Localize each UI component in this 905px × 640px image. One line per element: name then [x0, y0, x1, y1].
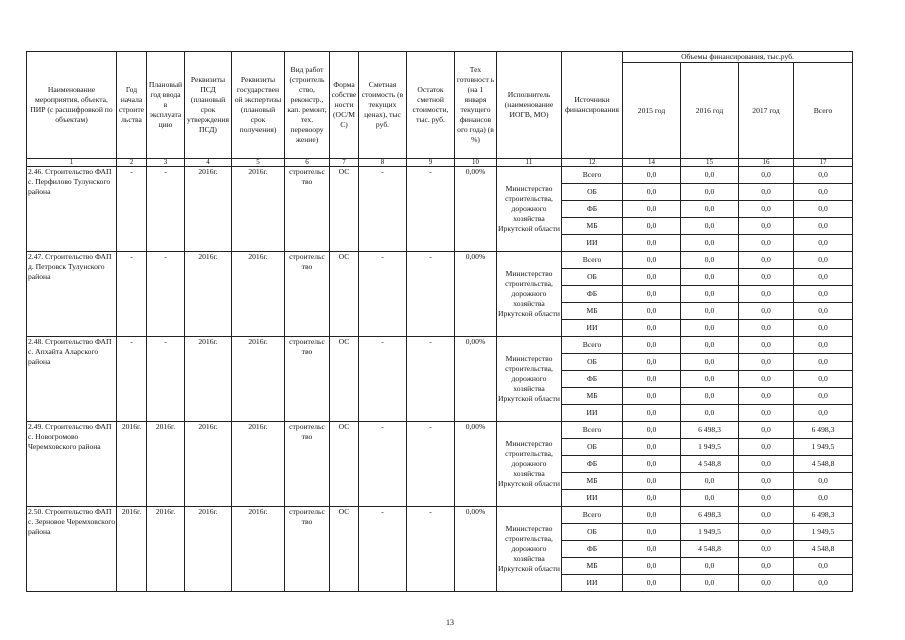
value-2016-cell: 0,0	[681, 269, 739, 286]
col-header-name: Наименование мероприятия, объекта, ПИР (с расшифровкой по объектам)	[27, 52, 117, 159]
value-2015-cell: 0,0	[623, 575, 681, 592]
value-total-cell: 0,0	[794, 473, 853, 490]
col-header-estimated-cost: Сметная стоимость (в текущих ценах), тыс руб.	[359, 52, 407, 159]
expertise-cell: 2016г.	[232, 252, 285, 337]
col-header-remaining-cost: Остаток сметной стоимости, тыс. руб.	[407, 52, 455, 159]
value-2015-cell: 0,0	[623, 422, 681, 439]
value-2016-cell: 0,0	[681, 337, 739, 354]
remaining-cost-cell: -	[407, 167, 455, 252]
value-total-cell: 0,0	[794, 575, 853, 592]
value-2017-cell: 0,0	[739, 286, 794, 303]
object-name-cell: 2.48. Строительство ФАП с. Апхайта Аларского района	[27, 337, 117, 422]
start-year-cell: 2016г.	[117, 507, 147, 592]
table-row	[27, 252, 853, 269]
value-total-cell: 0,0	[794, 218, 853, 235]
funding-source-cell: ФБ	[562, 286, 623, 303]
value-2017-cell: 0,0	[739, 490, 794, 507]
funding-source-cell: МБ	[562, 558, 623, 575]
financing-table	[26, 51, 853, 592]
start-year-cell: -	[117, 337, 147, 422]
commission-year-cell: -	[147, 252, 185, 337]
value-2016-cell: 0,0	[681, 354, 739, 371]
value-total-cell: 0,0	[794, 490, 853, 507]
value-total-cell: 4 548,8	[794, 541, 853, 558]
value-2015-cell: 0,0	[623, 507, 681, 524]
work-type-cell: строительс тво	[285, 252, 330, 337]
ownership-cell: ОС	[330, 507, 359, 592]
value-2015-cell: 0,0	[623, 558, 681, 575]
table-row	[27, 422, 853, 439]
commission-year-cell: -	[147, 337, 185, 422]
funding-source-cell: ИИ	[562, 575, 623, 592]
value-2015-cell: 0,0	[623, 167, 681, 184]
value-2016-cell: 0,0	[681, 558, 739, 575]
value-2015-cell: 0,0	[623, 286, 681, 303]
value-2015-cell: 0,0	[623, 201, 681, 218]
value-total-cell: 0,0	[794, 184, 853, 201]
executor-cell: Министерство строительства, дорожного хозяйства Иркутской области	[497, 422, 562, 507]
value-2016-cell: 0,0	[681, 167, 739, 184]
value-2016-cell: 0,0	[681, 320, 739, 337]
value-total-cell: 0,0	[794, 405, 853, 422]
value-2016-cell: 6 498,3	[681, 422, 739, 439]
funding-source-cell: ИИ	[562, 490, 623, 507]
value-2016-cell: 1 949,5	[681, 439, 739, 456]
col-number: 6	[285, 159, 330, 167]
value-total-cell: 0,0	[794, 388, 853, 405]
funding-source-cell: ОБ	[562, 524, 623, 541]
col-number: 16	[739, 159, 794, 167]
value-2017-cell: 0,0	[739, 456, 794, 473]
work-type-cell: строительс тво	[285, 422, 330, 507]
funding-source-cell: ОБ	[562, 354, 623, 371]
value-total-cell: 0,0	[794, 269, 853, 286]
value-2017-cell: 0,0	[739, 388, 794, 405]
remaining-cost-cell: -	[407, 507, 455, 592]
value-2015-cell: 0,0	[623, 303, 681, 320]
value-2017-cell: 0,0	[739, 184, 794, 201]
value-2015-cell: 0,0	[623, 456, 681, 473]
value-2017-cell: 0,0	[739, 473, 794, 490]
expertise-cell: 2016г.	[232, 422, 285, 507]
col-header-total: Всего	[794, 63, 853, 159]
start-year-cell: 2016г.	[117, 422, 147, 507]
col-number: 12	[562, 159, 623, 167]
value-2016-cell: 0,0	[681, 218, 739, 235]
value-total-cell: 1 949,5	[794, 439, 853, 456]
col-number: 17	[794, 159, 853, 167]
value-2016-cell: 0,0	[681, 388, 739, 405]
value-2017-cell: 0,0	[739, 422, 794, 439]
work-type-cell: строительс тво	[285, 337, 330, 422]
value-2016-cell: 0,0	[681, 371, 739, 388]
funding-source-cell: МБ	[562, 473, 623, 490]
col-header-year-2016: 2016 год	[681, 63, 739, 159]
value-2016-cell: 4 548,8	[681, 456, 739, 473]
funding-source-cell: ИИ	[562, 320, 623, 337]
col-number: 2	[117, 159, 147, 167]
value-2017-cell: 0,0	[739, 269, 794, 286]
value-2017-cell: 0,0	[739, 354, 794, 371]
readiness-cell: 0,00%	[455, 337, 497, 422]
value-2017-cell: 0,0	[739, 507, 794, 524]
col-number: 9	[407, 159, 455, 167]
value-2017-cell: 0,0	[739, 575, 794, 592]
value-2016-cell: 1 949,5	[681, 524, 739, 541]
value-2015-cell: 0,0	[623, 235, 681, 252]
value-2017-cell: 0,0	[739, 541, 794, 558]
expertise-cell: 2016г.	[232, 337, 285, 422]
executor-cell: Министерство строительства, дорожного хозяйства Иркутской области	[497, 337, 562, 422]
value-2016-cell: 0,0	[681, 405, 739, 422]
estimated-cost-cell: -	[359, 167, 407, 252]
funding-source-cell: Всего	[562, 252, 623, 269]
col-number: 8	[359, 159, 407, 167]
readiness-cell: 0,00%	[455, 252, 497, 337]
remaining-cost-cell: -	[407, 337, 455, 422]
funding-source-cell: Всего	[562, 337, 623, 354]
table-row	[27, 337, 853, 354]
value-2015-cell: 0,0	[623, 371, 681, 388]
value-2017-cell: 0,0	[739, 320, 794, 337]
col-number: 7	[330, 159, 359, 167]
commission-year-cell: 2016г.	[147, 422, 185, 507]
value-2016-cell: 0,0	[681, 252, 739, 269]
value-total-cell: 0,0	[794, 337, 853, 354]
value-2017-cell: 0,0	[739, 439, 794, 456]
value-total-cell: 0,0	[794, 320, 853, 337]
work-type-cell: строительс тво	[285, 507, 330, 592]
col-number: 3	[147, 159, 185, 167]
value-2016-cell: 0,0	[681, 286, 739, 303]
funding-source-cell: ФБ	[562, 371, 623, 388]
funding-source-cell: Всего	[562, 507, 623, 524]
col-number: 5	[232, 159, 285, 167]
value-2017-cell: 0,0	[739, 558, 794, 575]
executor-cell: Министерство строительства, дорожного хозяйства Иркутской области	[497, 507, 562, 592]
value-2017-cell: 0,0	[739, 218, 794, 235]
value-2017-cell: 0,0	[739, 303, 794, 320]
col-header-year-2015: 2015 год	[623, 63, 681, 159]
funding-source-cell: Всего	[562, 167, 623, 184]
estimated-cost-cell: -	[359, 422, 407, 507]
value-2016-cell: 4 548,8	[681, 541, 739, 558]
psd-cell: 2016г.	[185, 507, 232, 592]
readiness-cell: 0,00%	[455, 507, 497, 592]
value-2015-cell: 0,0	[623, 541, 681, 558]
value-total-cell: 0,0	[794, 286, 853, 303]
col-number: 4	[185, 159, 232, 167]
funding-source-cell: ОБ	[562, 184, 623, 201]
col-header-funding-source: Источники финансирования	[562, 52, 623, 159]
col-header-readiness: Тех готовност ь (на 1 января текущего финансов ого года) (в %)	[455, 52, 497, 159]
col-header-start-year: Год начала строите льства	[117, 52, 147, 159]
value-2015-cell: 0,0	[623, 473, 681, 490]
value-2017-cell: 0,0	[739, 524, 794, 541]
col-number: 11	[497, 159, 562, 167]
funding-source-cell: ФБ	[562, 456, 623, 473]
col-header-ownership: Форма собстве ности (ОС/М С)	[330, 52, 359, 159]
value-2015-cell: 0,0	[623, 337, 681, 354]
commission-year-cell: 2016г.	[147, 507, 185, 592]
psd-cell: 2016г.	[185, 252, 232, 337]
object-name-cell: 2.50. Строительство ФАП с. Зерновое Черемховского района	[27, 507, 117, 592]
col-header-executor: Исполнитель (наименование ИОГВ, МО)	[497, 52, 562, 159]
table-row	[27, 167, 853, 184]
estimated-cost-cell: -	[359, 507, 407, 592]
value-total-cell: 6 498,3	[794, 422, 853, 439]
column-number-row	[27, 159, 853, 167]
ownership-cell: ОС	[330, 422, 359, 507]
value-2017-cell: 0,0	[739, 252, 794, 269]
start-year-cell: -	[117, 252, 147, 337]
psd-cell: 2016г.	[185, 422, 232, 507]
value-total-cell: 0,0	[794, 235, 853, 252]
estimated-cost-cell: -	[359, 252, 407, 337]
table-header	[27, 52, 853, 167]
col-number: 10	[455, 159, 497, 167]
col-number: 15	[681, 159, 739, 167]
col-header-psd: Реквизиты ПСД (плановый срок утверждения ПСД)	[185, 52, 232, 159]
commission-year-cell: -	[147, 167, 185, 252]
readiness-cell: 0,00%	[455, 422, 497, 507]
value-2017-cell: 0,0	[739, 201, 794, 218]
value-total-cell: 1 949,5	[794, 524, 853, 541]
value-total-cell: 0,0	[794, 167, 853, 184]
psd-cell: 2016г.	[185, 167, 232, 252]
value-2015-cell: 0,0	[623, 490, 681, 507]
ownership-cell: ОС	[330, 252, 359, 337]
value-2016-cell: 0,0	[681, 303, 739, 320]
value-2015-cell: 0,0	[623, 439, 681, 456]
funding-source-cell: ФБ	[562, 201, 623, 218]
value-2016-cell: 0,0	[681, 201, 739, 218]
funding-source-cell: МБ	[562, 218, 623, 235]
object-name-cell: 2.46. Строительство ФАП с. Перфилово Тулунского района	[27, 167, 117, 252]
value-2017-cell: 0,0	[739, 371, 794, 388]
ownership-cell: ОС	[330, 337, 359, 422]
value-total-cell: 0,0	[794, 354, 853, 371]
funding-source-cell: ИИ	[562, 235, 623, 252]
col-number: 1	[27, 159, 117, 167]
funding-source-cell: ФБ	[562, 541, 623, 558]
ownership-cell: ОС	[330, 167, 359, 252]
value-2015-cell: 0,0	[623, 320, 681, 337]
value-total-cell: 0,0	[794, 201, 853, 218]
col-header-expertise: Реквизиты государствен ой экспертизы (плановый срок получения)	[232, 52, 285, 159]
value-2016-cell: 0,0	[681, 575, 739, 592]
value-2017-cell: 0,0	[739, 235, 794, 252]
funding-source-cell: ОБ	[562, 269, 623, 286]
value-2015-cell: 0,0	[623, 388, 681, 405]
executor-cell: Министерство строительства, дорожного хозяйства Иркутской области	[497, 167, 562, 252]
value-total-cell: 0,0	[794, 558, 853, 575]
table-row	[27, 507, 853, 524]
expertise-cell: 2016г.	[232, 167, 285, 252]
funding-source-cell: ОБ	[562, 439, 623, 456]
value-2017-cell: 0,0	[739, 405, 794, 422]
value-2017-cell: 0,0	[739, 337, 794, 354]
value-total-cell: 6 498,3	[794, 507, 853, 524]
expertise-cell: 2016г.	[232, 507, 285, 592]
value-total-cell: 0,0	[794, 252, 853, 269]
value-2016-cell: 0,0	[681, 184, 739, 201]
value-2015-cell: 0,0	[623, 354, 681, 371]
value-total-cell: 0,0	[794, 371, 853, 388]
funding-source-cell: МБ	[562, 303, 623, 320]
value-total-cell: 4 548,8	[794, 456, 853, 473]
funding-source-cell: ИИ	[562, 405, 623, 422]
object-name-cell: 2.49. Строительство ФАП с. Новогромово Черемховского района	[27, 422, 117, 507]
value-2016-cell: 0,0	[681, 235, 739, 252]
col-header-work-type: Вид работ (строитель ство, реконстр., кап. ремонт, тех. перевоору жение)	[285, 52, 330, 159]
psd-cell: 2016г.	[185, 337, 232, 422]
value-2015-cell: 0,0	[623, 252, 681, 269]
col-header-commission-year: Плановый год ввода в эксплуата цию	[147, 52, 185, 159]
work-type-cell: строительс тво	[285, 167, 330, 252]
value-2015-cell: 0,0	[623, 524, 681, 541]
value-2017-cell: 0,0	[739, 167, 794, 184]
value-2015-cell: 0,0	[623, 218, 681, 235]
value-2016-cell: 0,0	[681, 490, 739, 507]
value-total-cell: 0,0	[794, 303, 853, 320]
table-body	[27, 167, 853, 592]
remaining-cost-cell: -	[407, 252, 455, 337]
estimated-cost-cell: -	[359, 337, 407, 422]
page-number: 13	[446, 618, 454, 627]
col-number: 14	[623, 159, 681, 167]
remaining-cost-cell: -	[407, 422, 455, 507]
value-2015-cell: 0,0	[623, 269, 681, 286]
executor-cell: Министерство строительства, дорожного хозяйства Иркутской области	[497, 252, 562, 337]
readiness-cell: 0,00%	[455, 167, 497, 252]
col-header-funding-group: Объемы финансирования, тыс.руб.	[623, 52, 853, 63]
value-2015-cell: 0,0	[623, 405, 681, 422]
funding-source-cell: МБ	[562, 388, 623, 405]
value-2016-cell: 0,0	[681, 473, 739, 490]
col-header-year-2017: 2017 год	[739, 63, 794, 159]
funding-source-cell: Всего	[562, 422, 623, 439]
start-year-cell: -	[117, 167, 147, 252]
value-2015-cell: 0,0	[623, 184, 681, 201]
value-2016-cell: 6 498,3	[681, 507, 739, 524]
object-name-cell: 2.47. Строительство ФАП д. Петровск Тулунского района	[27, 252, 117, 337]
